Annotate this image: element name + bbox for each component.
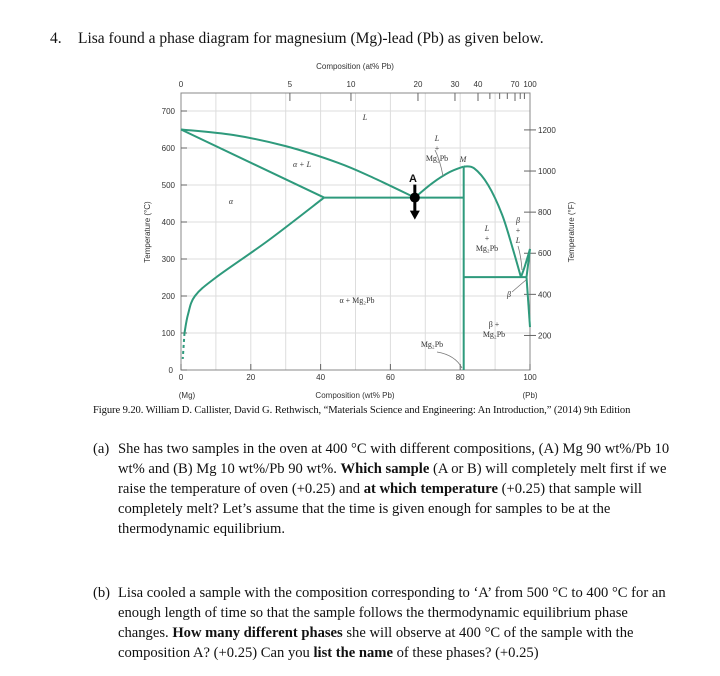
label-liquid: L [362,113,368,122]
question-a-label: (a) [93,441,110,457]
boundary-beta-solvus [527,277,530,327]
top-tick-label: 0 [178,80,184,89]
label-alpha-plus-mg2pb: α + Mg₂Pb [339,296,375,305]
bottom-left-label: (Mg) [178,391,196,400]
down-arrow-icon [410,211,420,220]
top-tick-label: 5 [287,80,293,89]
bold-segment: How many different phases [172,625,343,641]
label-beta-plus-liquid: + [515,226,521,235]
label-liquid-plus-mg2pb-right: + [484,234,490,243]
bottom-tick-label: 100 [523,373,537,382]
bottom-axis-title: Composition (wt% Pb) [315,391,395,400]
phase-labels [229,113,526,368]
text-segment: she will observe at 400 °C of the sample with the composition A? (+0.25) Can you [118,625,634,661]
left-axis-title: Temperature (°C) [143,201,152,263]
beta-pointer-arrow [512,280,526,292]
label-beta: β [507,290,511,299]
figure-caption: Figure 9.20. William D. Callister, David G. Rethwisch, “Materials Science and Engineering: An Introduction,” (2014) 9th Edition [93,405,631,416]
bottom-tick-label: 60 [385,373,395,382]
left-tick-label: 400 [161,218,175,227]
right-tick-label: 1000 [538,167,556,177]
question-b-label: (b) [93,585,111,601]
right-tick-label: 600 [538,249,552,259]
text-segment: (A or B) will completely melt first if we raise the temperature of oven (+0.25) and [118,461,667,497]
bottom-tick-label: 20 [246,373,256,382]
point-a-marker [410,185,420,220]
text-segment: of these phases? (+0.25) [392,645,539,661]
label-beta-plus-liquid: L [515,236,521,245]
label-m: M [459,155,467,164]
question-b-text [118,583,673,663]
mg2pb-pointer-arrow [437,352,462,368]
right-tick-label: 1200 [538,125,556,135]
question-number: 4. [50,30,62,47]
boundary-liquidus-mid [415,167,464,198]
label-liquid-plus-mg2pb-right: L [484,224,490,233]
top-tick-label: 10 [346,80,356,89]
top-tick-label: 30 [450,80,460,89]
right-tick-label: 800 [538,208,552,218]
left-tick-label: 100 [161,329,175,338]
label-liquid-plus-mg2pb-left: + [434,144,440,153]
top-tick-label: 40 [473,80,483,89]
boundary-solvus-alpha [184,198,324,333]
bold-segment: list the name [313,645,393,661]
bold-segment: Which sample [340,461,430,477]
label-liquid-plus-mg2pb-left: L [434,134,440,143]
left-tick-label: 500 [161,181,175,190]
top-axis-title: Composition (at% Pb) [316,62,394,71]
label-mg2pb: Mg₂Pb [420,340,444,349]
top-tick-label: 100 [523,80,537,89]
question-title-text: Lisa found a phase diagram for magnesium (Mg)-lead (Pb) as given below. [78,30,544,47]
question-a-text [118,439,673,539]
text-segment: Lisa cooled a sample with the composition corresponding to ‘A’ from 500 °C to 400 °C for an enough length of time so that the sample follows the thermodynamic equilibrium phase changes. [118,585,666,641]
right-tick-label: 400 [538,290,552,300]
right-tick-label: 200 [538,331,552,341]
right-axis-title: Temperature (°F) [567,201,576,263]
boundary-solvus-alpha-dashed [183,333,185,359]
text-segment: She has two samples in the oven at 400 °C with different compositions, (A) Mg 90 wt%/Pb 10 wt% and (B) Mg 10 wt%/Pb 90 wt%. [118,441,670,477]
bottom-tick-label: 80 [455,373,465,382]
left-tick-label: 600 [161,144,175,153]
top-tick-label: 70 [510,80,520,89]
axes [143,62,576,400]
text-segment: (+0.25) that sample will completely melt? Let’s assume that the time is given enough for samples to be at the thermodynamic equilibrium. [118,481,642,537]
bottom-tick-label: 40 [316,373,326,382]
question-b [93,583,673,663]
question-a [93,439,673,539]
label-liquid-plus-mg2pb-right: Mg₂Pb [475,244,499,253]
bottom-tick-label: 0 [178,373,184,382]
bold-segment: at which temperature [363,481,498,497]
label-beta-plus-liquid: β [516,216,520,225]
left-tick-label: 200 [161,292,175,301]
label-liquid-plus-mg2pb-left: Mg₂Pb [425,154,449,163]
bottom-right-label: (Pb) [522,391,538,400]
left-tick-label: 700 [161,107,175,116]
label-beta-plus-mg2pb: Mg₂Pb [482,330,506,339]
point-a-dot [410,193,420,203]
label-point-a: A [409,173,417,185]
left-tick-label: 0 [168,366,173,375]
label-alpha: α [228,197,234,206]
left-tick-label: 300 [161,255,175,264]
label-alpha-plus-liquid: α + L [292,160,312,169]
top-tick-label: 20 [413,80,423,89]
label-beta-plus-mg2pb: β + [488,320,500,329]
